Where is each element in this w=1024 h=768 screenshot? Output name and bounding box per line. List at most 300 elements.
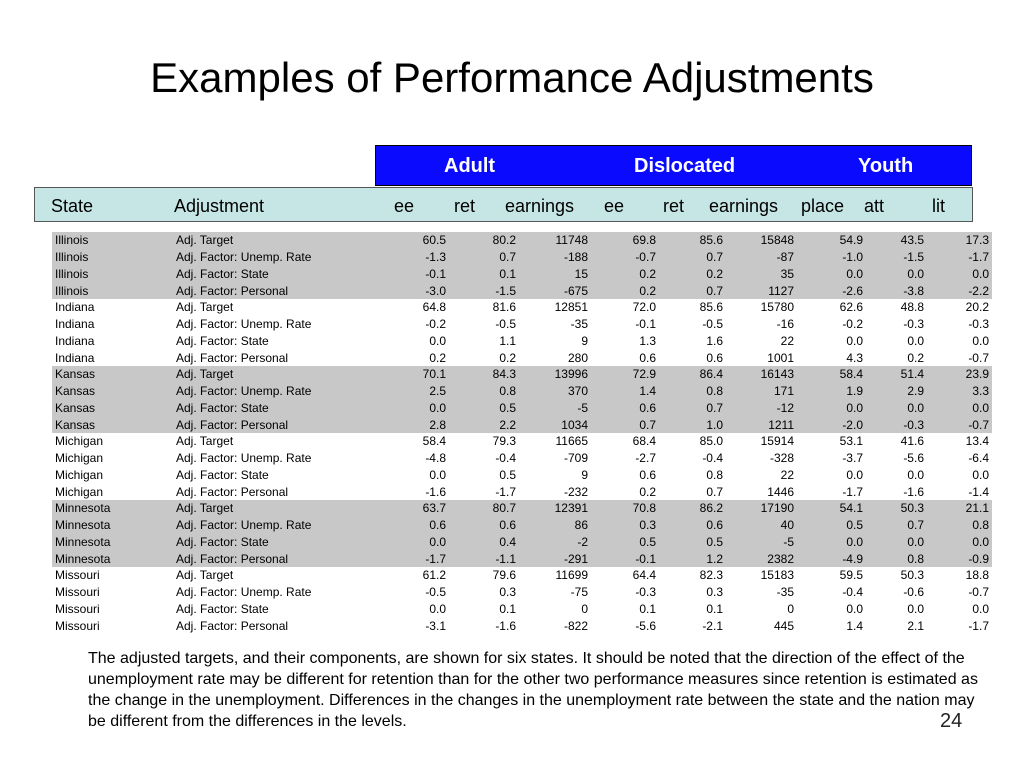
cell-value: 0.6 (659, 517, 726, 534)
cell-state: Michigan (55, 434, 104, 449)
cell-adjustment: Adj. Factor: Unemp. Rate (176, 585, 312, 600)
cell-value: 0 (787, 601, 794, 616)
cell-value: 0.0 (797, 266, 866, 283)
table-row (52, 467, 992, 484)
table-row (52, 299, 992, 316)
cell-value: 0.0 (846, 601, 863, 616)
cell-value: -2.0 (797, 416, 866, 433)
cell-value: 0.5 (449, 400, 519, 417)
cell-value: 280 (567, 350, 588, 365)
cell-state: Minnesota (52, 500, 173, 517)
cell-value: 35 (726, 266, 797, 283)
cell-adjustment: Adj. Factor: Unemp. Rate (173, 249, 395, 266)
cell-value: 0.6 (639, 467, 656, 482)
cell-value: -75 (570, 585, 588, 600)
cell-adjustment: Adj. Target (173, 500, 395, 517)
cell-value: -2.1 (702, 618, 723, 633)
page-number: 24 (940, 710, 963, 732)
cell-value: -1.7 (395, 550, 449, 567)
cell-value: 2.8 (395, 416, 449, 433)
cell-state: Kansas (52, 400, 173, 417)
table-row (52, 450, 992, 467)
cell-value: -0.3 (866, 416, 927, 433)
col-header-disl-earnings: earnings (709, 196, 779, 216)
cell-value: 0.2 (639, 484, 656, 499)
cell-value: 69.8 (591, 232, 659, 249)
group-header-youth: Youth (858, 155, 914, 177)
group-header-adult: Adult (444, 155, 496, 177)
cell-value: 60.5 (395, 232, 449, 249)
cell-adjustment: Adj. Factor: Personal (173, 550, 395, 567)
cell-value: 0.0 (395, 534, 449, 551)
cell-value: -1.6 (425, 484, 446, 499)
cell-value: 23.9 (927, 366, 992, 383)
cell-adjustment: Adj. Factor: Unemp. Rate (176, 317, 312, 332)
cell-value: 54.9 (797, 232, 866, 249)
cell-value: 0.0 (972, 333, 989, 348)
cell-adjustment: Adj. Target (176, 568, 234, 583)
cell-value: 12851 (554, 300, 588, 315)
cell-value: 0.0 (972, 601, 989, 616)
table-row (52, 433, 992, 450)
cell-value: 0.1 (449, 266, 519, 283)
cell-value: 0.3 (706, 585, 723, 600)
table-row (52, 266, 992, 283)
cell-adjustment: Adj. Target (176, 434, 234, 449)
cell-value: 1211 (726, 416, 797, 433)
cell-state: Indiana (55, 333, 95, 348)
cell-value: 80.7 (449, 500, 519, 517)
cell-value: -35 (570, 317, 588, 332)
cell-value: -3.7 (842, 451, 863, 466)
cell-value: 50.3 (866, 500, 927, 517)
cell-value: 82.3 (699, 568, 723, 583)
cell-value: 0.0 (972, 467, 989, 482)
table-row (52, 534, 992, 551)
cell-state: Michigan (55, 484, 104, 499)
cell-value: 0.6 (639, 350, 656, 365)
cell-state: Missouri (55, 568, 100, 583)
cell-value: 15 (519, 266, 591, 283)
cell-value: 84.3 (449, 366, 519, 383)
cell-value: 58.4 (797, 366, 866, 383)
cell-value: 0.6 (591, 400, 659, 417)
cell-value: -0.2 (842, 317, 863, 332)
cell-value: 0.0 (907, 467, 924, 482)
cell-value: -0.3 (635, 585, 656, 600)
cell-state: Missouri (55, 585, 100, 600)
cell-value: -232 (563, 484, 588, 499)
cell-value: 17190 (726, 500, 797, 517)
cell-value: -12 (726, 400, 797, 417)
cell-adjustment: Adj. Factor: Unemp. Rate (173, 383, 395, 400)
cell-state: Missouri (55, 601, 100, 616)
cell-value: -5 (726, 534, 797, 551)
cell-value: -6.4 (968, 451, 989, 466)
cell-value: -1.6 (903, 484, 924, 499)
cell-value: 0.0 (395, 400, 449, 417)
cell-value: 50.3 (900, 568, 924, 583)
col-header-youth-lit: lit (932, 196, 945, 216)
cell-value: 0.8 (659, 383, 726, 400)
cell-value: 0.2 (659, 266, 726, 283)
cell-value: -0.2 (425, 317, 446, 332)
table-row (52, 249, 992, 266)
cell-value: 445 (773, 618, 794, 633)
cell-state: Michigan (55, 451, 104, 466)
cell-adjustment: Adj. Factor: State (176, 601, 269, 616)
cell-value: 58.4 (422, 434, 446, 449)
cell-value: 2.2 (449, 416, 519, 433)
cell-value: -2.2 (927, 282, 992, 299)
cell-value: 22 (780, 333, 794, 348)
cell-value: 0.0 (846, 467, 863, 482)
table-row (52, 366, 992, 383)
cell-adjustment: Adj. Factor: Personal (176, 350, 289, 365)
cell-value: 17.3 (927, 232, 992, 249)
table-row (52, 282, 992, 299)
cell-value: 1034 (519, 416, 591, 433)
cell-value: -709 (563, 451, 588, 466)
cell-value: 0.5 (591, 534, 659, 551)
table-row (52, 500, 992, 517)
cell-value: 2382 (726, 550, 797, 567)
table-row (52, 349, 992, 366)
cell-value: 0.3 (591, 517, 659, 534)
cell-value: 11699 (555, 568, 588, 583)
cell-value: 53.1 (839, 434, 863, 449)
cell-state: Minnesota (52, 517, 173, 534)
cell-value: -2.6 (797, 282, 866, 299)
cell-value: -0.5 (702, 317, 723, 332)
cell-value: 68.4 (632, 434, 656, 449)
table-row (52, 383, 992, 400)
cell-value: 85.6 (659, 232, 726, 249)
cell-value: -0.1 (395, 266, 449, 283)
cell-value: 0.7 (866, 517, 927, 534)
cell-state: Indiana (55, 350, 95, 365)
cell-state: Illinois (52, 232, 173, 249)
cell-value: -35 (776, 585, 794, 600)
table-row (52, 617, 992, 634)
cell-value: -0.1 (635, 317, 656, 332)
cell-value: 64.8 (422, 300, 446, 315)
cell-value: 0.0 (927, 400, 992, 417)
cell-value: -291 (519, 550, 591, 567)
cell-state: Kansas (52, 416, 173, 433)
cell-value: 0.8 (927, 517, 992, 534)
cell-value: 63.7 (395, 500, 449, 517)
cell-value: 40 (726, 517, 797, 534)
cell-value: -0.5 (495, 317, 516, 332)
cell-value: 62.6 (839, 300, 863, 315)
cell-value: 0.7 (659, 282, 726, 299)
cell-value: 0.0 (797, 534, 866, 551)
cell-value: -328 (769, 451, 794, 466)
cell-value: -2.7 (635, 451, 656, 466)
cell-value: 0.2 (591, 266, 659, 283)
cell-value: -1.6 (495, 618, 516, 633)
cell-value: 0.5 (499, 467, 516, 482)
cell-state: Minnesota (52, 550, 173, 567)
cell-value: -4.8 (425, 451, 446, 466)
table-row (52, 232, 992, 249)
cell-value: 0.3 (499, 585, 516, 600)
cell-value: 43.5 (866, 232, 927, 249)
cell-value: 79.3 (492, 434, 516, 449)
cell-value: 171 (726, 383, 797, 400)
cell-value: 0.0 (907, 333, 924, 348)
cell-value: -5.6 (903, 451, 924, 466)
slide-title: Examples of Performance Adjustments (150, 54, 874, 101)
cell-value: -1.3 (395, 249, 449, 266)
cell-value: -0.9 (927, 550, 992, 567)
cell-value: -0.1 (591, 550, 659, 567)
col-header-youth-place: place (801, 196, 845, 216)
cell-value: 0.0 (907, 601, 924, 616)
cell-value: 4.3 (846, 350, 863, 365)
cell-adjustment: Adj. Factor: Personal (176, 618, 289, 633)
cell-value: -2 (519, 534, 591, 551)
cell-state: Kansas (52, 366, 173, 383)
cell-value: -1.5 (449, 282, 519, 299)
cell-value: 0.0 (866, 266, 927, 283)
cell-value: 0.0 (429, 333, 446, 348)
cell-value: -1.5 (866, 249, 927, 266)
col-header-youth-att: att (864, 196, 885, 216)
group-header-row (375, 145, 972, 186)
table-row (52, 416, 992, 433)
cell-value: -1.7 (842, 484, 863, 499)
cell-value: -1.0 (797, 249, 866, 266)
col-header-state: State (51, 196, 94, 216)
cell-value: 1001 (767, 350, 794, 365)
cell-value: 12391 (519, 500, 591, 517)
table-row (52, 400, 992, 417)
cell-value: 0.8 (449, 383, 519, 400)
cell-value: 0.0 (846, 333, 863, 348)
cell-value: 0.4 (449, 534, 519, 551)
cell-value: -0.3 (903, 317, 924, 332)
cell-value: -4.9 (797, 550, 866, 567)
table-row (52, 550, 992, 567)
cell-value: 0.7 (449, 249, 519, 266)
cell-value: 1.0 (659, 416, 726, 433)
cell-adjustment: Adj. Factor: State (173, 266, 395, 283)
cell-value: 0 (581, 601, 588, 616)
cell-value: -0.3 (968, 317, 989, 332)
col-header-adult-earnings: earnings (505, 196, 575, 216)
cell-value: 86.2 (659, 500, 726, 517)
cell-value: 370 (519, 383, 591, 400)
cell-value: 64.4 (632, 568, 656, 583)
cell-value: 9 (581, 467, 588, 482)
cell-value: 11665 (555, 434, 588, 449)
cell-value: 3.3 (927, 383, 992, 400)
cell-value: 61.2 (422, 568, 446, 583)
cell-value: -0.4 (702, 451, 723, 466)
cell-state: Michigan (55, 467, 104, 482)
cell-value: 0.1 (639, 601, 656, 616)
cell-value: -3.1 (425, 618, 446, 633)
cell-value: -3.8 (866, 282, 927, 299)
table-row (52, 517, 992, 534)
cell-value: 0.8 (866, 550, 927, 567)
cell-value: 16143 (726, 366, 797, 383)
cell-value: 0.1 (706, 601, 723, 616)
cell-value: 72.9 (591, 366, 659, 383)
cell-value: 0.6 (395, 517, 449, 534)
cell-value: 0.1 (499, 601, 516, 616)
cell-value: 70.1 (395, 366, 449, 383)
cell-value: 0.2 (907, 350, 924, 365)
cell-value: -87 (726, 249, 797, 266)
cell-state: Illinois (52, 282, 173, 299)
adjustments-table (52, 232, 992, 634)
col-header-adult-ee: ee (394, 196, 415, 216)
cell-state: Missouri (55, 618, 100, 633)
cell-value: 0.5 (659, 534, 726, 551)
cell-value: -0.4 (495, 451, 516, 466)
cell-value: 18.8 (965, 568, 989, 583)
cell-value: 13.4 (965, 434, 989, 449)
cell-value: -188 (519, 249, 591, 266)
cell-value: 86 (519, 517, 591, 534)
cell-value: 70.8 (591, 500, 659, 517)
cell-value: 41.6 (900, 434, 924, 449)
cell-value: 1.6 (706, 333, 723, 348)
cell-value: 0.2 (429, 350, 446, 365)
table-row (52, 483, 992, 500)
col-header-disl-ret: ret (663, 196, 685, 216)
cell-value: 80.2 (449, 232, 519, 249)
cell-value: -1.7 (495, 484, 516, 499)
cell-value: -0.5 (425, 585, 446, 600)
table-row (52, 601, 992, 618)
cell-value: 1.1 (499, 333, 516, 348)
cell-value: -1.7 (968, 618, 989, 633)
cell-adjustment: Adj. Factor: Unemp. Rate (173, 517, 395, 534)
table-row (52, 584, 992, 601)
cell-value: 72.0 (632, 300, 656, 315)
col-header-adjustment: Adjustment (174, 196, 265, 216)
cell-value: 0.7 (659, 400, 726, 417)
cell-value: 0.7 (659, 249, 726, 266)
cell-state: Indiana (55, 300, 95, 315)
cell-adjustment: Adj. Factor: Personal (176, 484, 289, 499)
cell-value: 51.4 (866, 366, 927, 383)
cell-adjustment: Adj. Factor: Personal (173, 282, 395, 299)
cell-value: -5 (519, 400, 591, 417)
cell-value: 0.0 (866, 400, 927, 417)
cell-adjustment: Adj. Target (176, 300, 234, 315)
cell-value: 0.2 (499, 350, 516, 365)
col-header-adult-ret: ret (454, 196, 476, 216)
cell-value: 0.0 (429, 601, 446, 616)
cell-state: Kansas (52, 383, 173, 400)
cell-value: 22 (780, 467, 794, 482)
table-row (52, 333, 992, 350)
cell-value: 9 (581, 333, 588, 348)
cell-value: 0.7 (591, 416, 659, 433)
cell-value: 1446 (767, 484, 794, 499)
cell-adjustment: Adj. Factor: Unemp. Rate (176, 451, 312, 466)
cell-value: 79.6 (492, 568, 516, 583)
cell-value: 0.0 (866, 534, 927, 551)
cell-value: 0.6 (706, 350, 723, 365)
cell-value: -16 (776, 317, 794, 332)
cell-value: -1.4 (968, 484, 989, 499)
cell-value: 81.6 (492, 300, 516, 315)
cell-value: 85.6 (699, 300, 723, 315)
cell-value: 15183 (760, 568, 794, 583)
cell-value: 0.0 (927, 266, 992, 283)
cell-value: 13996 (519, 366, 591, 383)
cell-value: -0.6 (903, 585, 924, 600)
cell-value: 0.2 (591, 282, 659, 299)
cell-value: 1.4 (591, 383, 659, 400)
cell-value: 0.7 (706, 484, 723, 499)
cell-adjustment: Adj. Factor: State (176, 333, 269, 348)
cell-value: -1.7 (927, 249, 992, 266)
cell-state: Illinois (52, 266, 173, 283)
table-row (52, 316, 992, 333)
cell-state: Indiana (55, 317, 95, 332)
cell-value: 48.8 (900, 300, 924, 315)
cell-value: -0.7 (968, 350, 989, 365)
cell-value: 0.0 (927, 534, 992, 551)
cell-value: -3.0 (395, 282, 449, 299)
cell-adjustment: Adj. Target (173, 232, 395, 249)
cell-value: -0.4 (842, 585, 863, 600)
cell-value: 86.4 (659, 366, 726, 383)
cell-adjustment: Adj. Factor: Personal (173, 416, 395, 433)
cell-value: -0.7 (591, 249, 659, 266)
cell-value: 1.4 (846, 618, 863, 633)
cell-value: 15780 (760, 300, 794, 315)
cell-value: 1.9 (797, 383, 866, 400)
col-header-disl-ee: ee (604, 196, 625, 216)
cell-adjustment: Adj. Factor: State (173, 534, 395, 551)
cell-value: 0.6 (449, 517, 519, 534)
explanatory-note: The adjusted targets, and their components, are shown for six states. It should be noted that the direction of the effect of the unemployment rate may be different for retention than for the other two performance measures since retention is estimated as the change in the unemployment. Differences in the changes in the unemployment rate between the state and the nation may be different from the differences in the levels. (88, 650, 978, 730)
cell-value: 0.8 (706, 467, 723, 482)
cell-adjustment: Adj. Target (173, 366, 395, 383)
cell-value: 2.5 (395, 383, 449, 400)
cell-value: 1.2 (659, 550, 726, 567)
cell-value: -822 (563, 618, 588, 633)
cell-value: 11748 (519, 232, 591, 249)
cell-value: 1127 (726, 282, 797, 299)
column-header-row (34, 187, 973, 222)
cell-adjustment: Adj. Factor: State (176, 467, 269, 482)
table-row (52, 567, 992, 584)
cell-value: 1.3 (639, 333, 656, 348)
cell-value: 59.5 (839, 568, 863, 583)
cell-value: 0.5 (797, 517, 866, 534)
cell-value: -0.7 (927, 416, 992, 433)
cell-value: 15914 (760, 434, 794, 449)
group-header-dislocated: Dislocated (634, 155, 736, 177)
cell-value: 54.1 (797, 500, 866, 517)
cell-value: -5.6 (635, 618, 656, 633)
cell-state: Minnesota (52, 534, 173, 551)
cell-value: 85.0 (699, 434, 723, 449)
cell-state: Illinois (52, 249, 173, 266)
cell-value: 2.9 (866, 383, 927, 400)
cell-value: 21.1 (927, 500, 992, 517)
cell-value: 15848 (726, 232, 797, 249)
